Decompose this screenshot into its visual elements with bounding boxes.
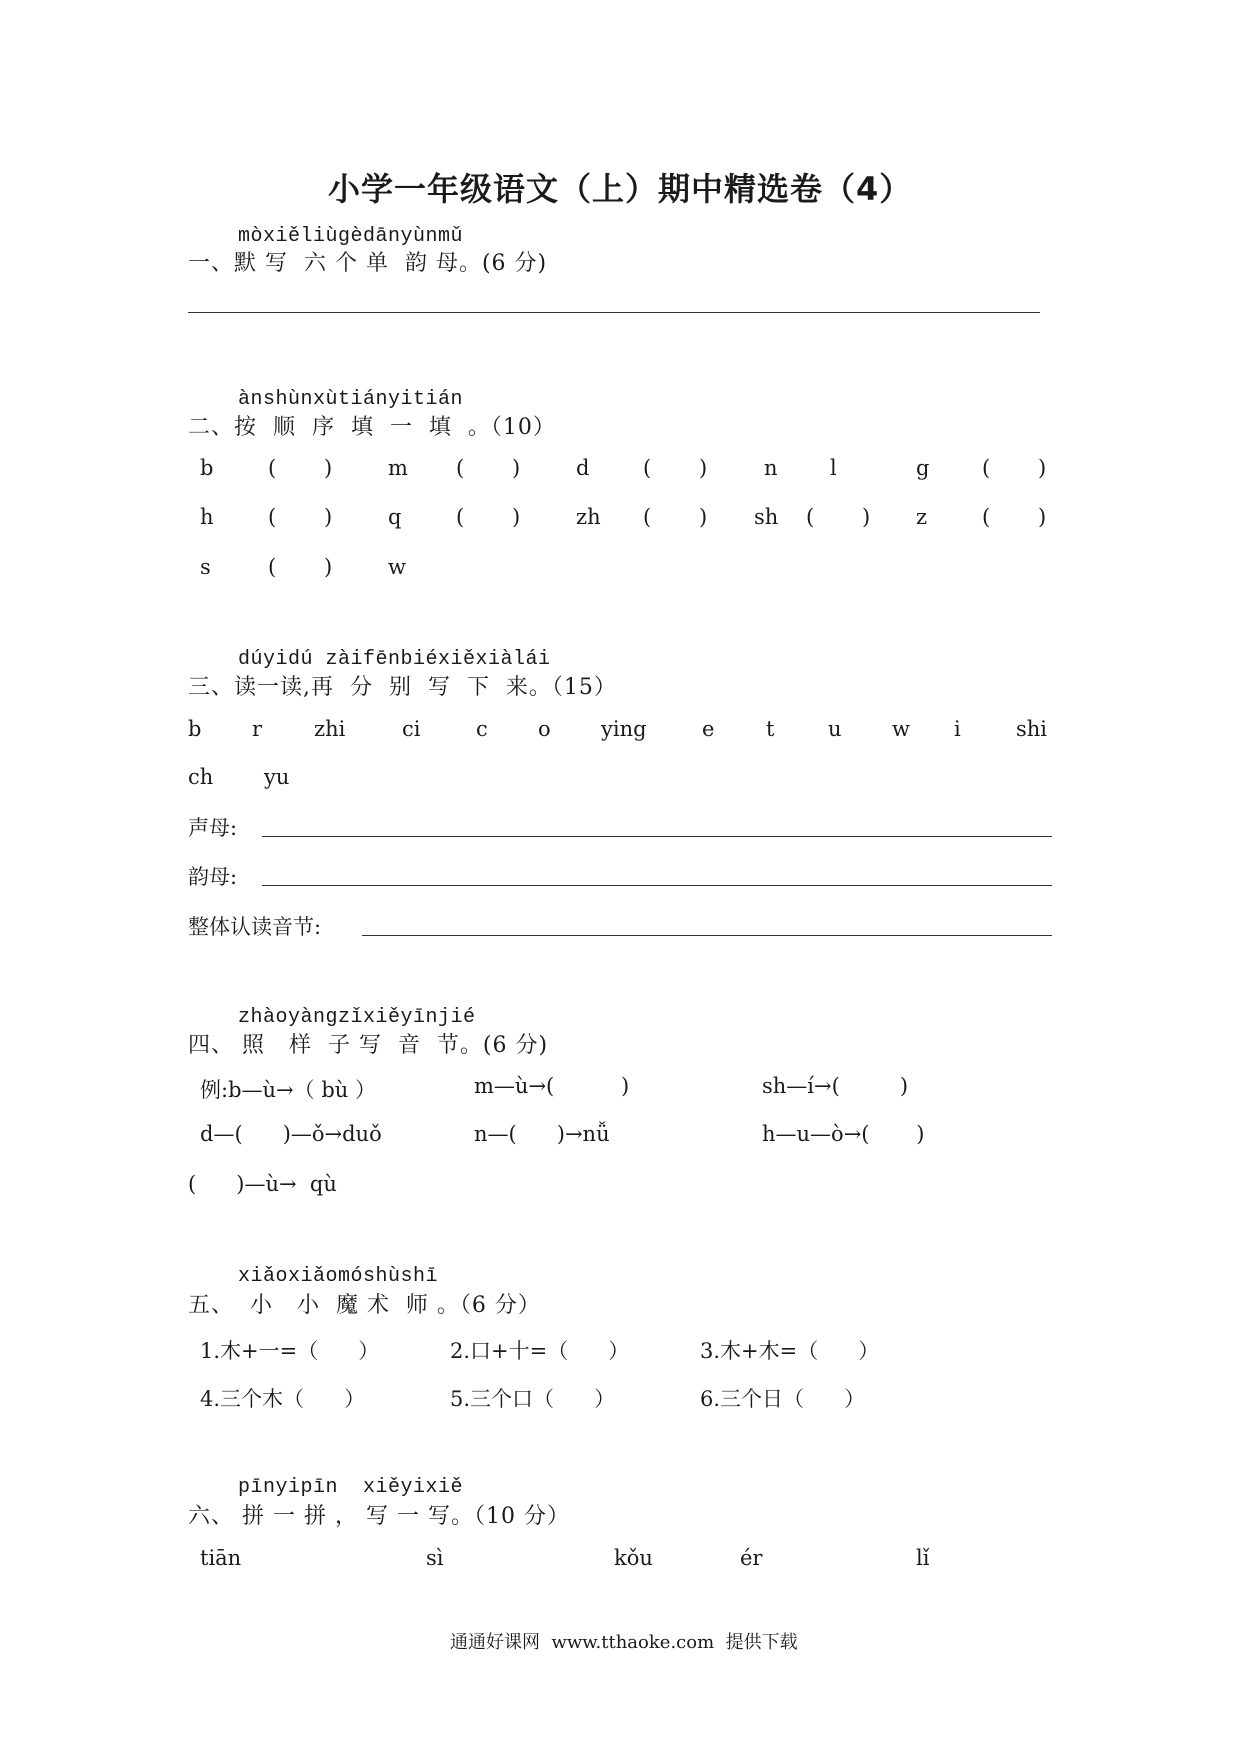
letter-item: u <box>828 717 842 741</box>
exercise-item[interactable]: h—u—ò→( ) <box>762 1122 925 1146</box>
letter-b: b <box>200 456 214 480</box>
letter-item: c <box>476 717 488 741</box>
letter-item: b <box>188 717 202 741</box>
shengmu-answer-line[interactable] <box>262 836 1052 837</box>
letter-n: n <box>764 456 778 480</box>
magic-item[interactable]: 1.木+一=（ ） <box>200 1339 380 1363</box>
letter-item: ying <box>601 717 647 741</box>
exercise-item[interactable]: n—( )→nǚ <box>474 1122 610 1146</box>
blank-close: ) <box>512 505 521 529</box>
section5-heading: 五、 小 小 魔 术 师 。（6 分） <box>188 1293 541 1318</box>
letter-item: shi <box>1016 717 1048 741</box>
letter-item: zhi <box>314 717 346 741</box>
letter-d: d <box>576 456 590 480</box>
letter-item: i <box>954 717 961 741</box>
blank-open[interactable]: ( <box>268 456 277 480</box>
blank-open[interactable]: ( <box>268 505 277 529</box>
section6-pinyin: pīnyipīn xiěyixiě <box>238 1476 464 1499</box>
blank-close: ) <box>699 505 708 529</box>
exercise-item[interactable]: ( )—ù→ qù <box>188 1172 337 1196</box>
blank-open[interactable]: ( <box>643 456 652 480</box>
blank-close: ) <box>512 456 521 480</box>
letter-q: q <box>388 505 402 529</box>
magic-item[interactable]: 5.三个口（ ） <box>450 1387 616 1411</box>
shengmu-label: 声母: <box>188 816 238 840</box>
blank-open[interactable]: ( <box>806 505 815 529</box>
letter-item: ch <box>188 765 214 789</box>
example-item: 例:b—ù→（ bù ） <box>200 1078 376 1102</box>
page-title: 小学一年级语文（上）期中精选卷（4） <box>328 170 913 208</box>
letter-item: w <box>892 717 910 741</box>
letter-w: w <box>388 555 406 579</box>
letter-item: ci <box>402 717 421 741</box>
letter-item: o <box>538 717 551 741</box>
section2-heading: 二、按 顺 序 填 一 填 。（10） <box>188 415 556 440</box>
section3-pinyin: dúyidú zàifēnbiéxiěxiàlái <box>238 648 551 671</box>
section1-heading: 一、默 写 六 个 单 韵 母。(6 分) <box>188 251 548 276</box>
letter-item: t <box>766 717 775 741</box>
letter-z: z <box>916 505 928 529</box>
exercise-item[interactable]: m—ù→( ) <box>474 1074 630 1098</box>
exercise-item[interactable]: sh—í→( ) <box>762 1074 909 1098</box>
section2-pinyin: ànshùnxùtiányitián <box>238 388 464 411</box>
section1-answer-line[interactable] <box>188 312 1040 313</box>
footer-credit: 通通好课网 www.tthaoke.com 提供下载 <box>450 1632 798 1653</box>
blank-close: ) <box>1038 505 1047 529</box>
magic-item[interactable]: 6.三个日（ ） <box>700 1387 866 1411</box>
pinyin-item: ér <box>740 1546 763 1570</box>
blank-open[interactable]: ( <box>643 505 652 529</box>
blank-open[interactable]: ( <box>268 555 277 579</box>
yunmu-answer-line[interactable] <box>262 885 1052 886</box>
exercise-item[interactable]: d—( )—ǒ→duǒ <box>200 1122 382 1146</box>
blank-close: ) <box>699 456 708 480</box>
letter-zh: zh <box>576 505 601 529</box>
blank-open[interactable]: ( <box>982 456 991 480</box>
magic-item[interactable]: 2.口+十=（ ） <box>450 1339 630 1363</box>
pinyin-item: sì <box>426 1546 444 1570</box>
magic-item[interactable]: 4.三个木（ ） <box>200 1387 366 1411</box>
pinyin-item: lǐ <box>916 1546 930 1570</box>
letter-item: r <box>252 717 263 741</box>
letter-item: e <box>702 717 715 741</box>
yunmu-label: 韵母: <box>188 865 238 889</box>
letter-g: g <box>916 456 930 480</box>
blank-close: ) <box>324 555 333 579</box>
blank-open[interactable]: ( <box>456 505 465 529</box>
section5-pinyin: xiǎoxiǎomóshùshī <box>238 1265 439 1288</box>
section4-pinyin: zhàoyàngzǐxiěyīnjié <box>238 1006 476 1029</box>
blank-open[interactable]: ( <box>982 505 991 529</box>
pinyin-item: kǒu <box>614 1546 653 1570</box>
blank-close: ) <box>862 505 871 529</box>
letter-h: h <box>200 505 214 529</box>
letter-m: m <box>388 456 408 480</box>
letter-l: l <box>830 456 837 480</box>
letter-s: s <box>200 555 211 579</box>
blank-open[interactable]: ( <box>456 456 465 480</box>
section4-heading: 四、 照 样 子 写 音 节。(6 分) <box>188 1033 549 1058</box>
zhengti-answer-line[interactable] <box>362 935 1052 936</box>
letter-item: yu <box>264 765 290 789</box>
section3-heading: 三、读一读,再 分 别 写 下 来。（15） <box>188 675 617 700</box>
blank-close: ) <box>1038 456 1047 480</box>
blank-close: ) <box>324 456 333 480</box>
zhengti-label: 整体认读音节: <box>188 915 322 939</box>
section1-pinyin: mòxiěliùgèdānyùnmǔ <box>238 225 464 248</box>
blank-close: ) <box>324 505 333 529</box>
letter-sh: sh <box>754 505 779 529</box>
pinyin-item: tiān <box>200 1546 242 1570</box>
magic-item[interactable]: 3.木+木=（ ） <box>700 1339 880 1363</box>
section6-heading: 六、 拼 一 拼 ， 写 一 写。（10 分） <box>188 1504 570 1529</box>
